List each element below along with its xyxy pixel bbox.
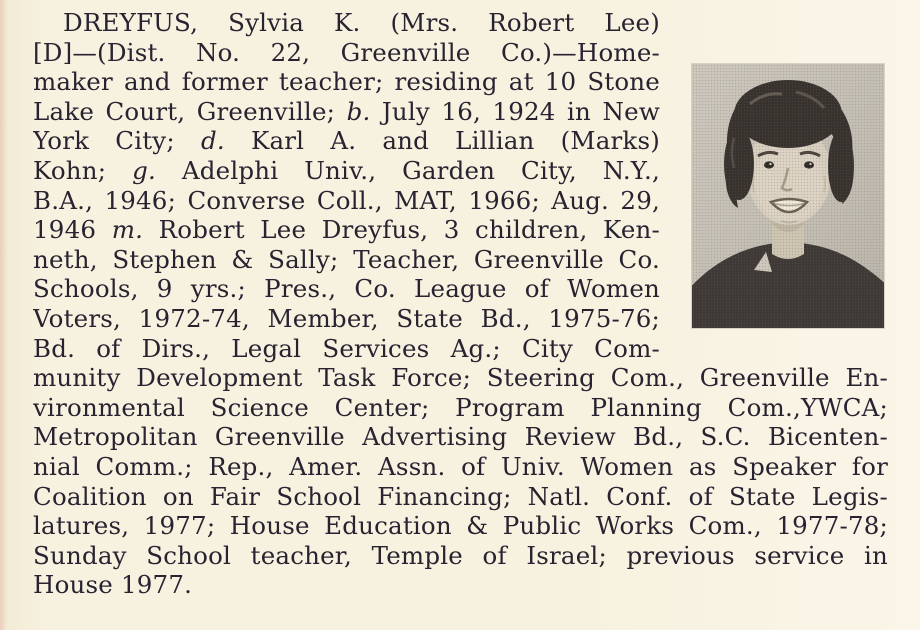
bio-text-line bbox=[33, 8, 660, 38]
bio-text-line bbox=[33, 304, 660, 334]
bio-text-line bbox=[33, 334, 660, 364]
bio-text-line bbox=[33, 541, 888, 571]
bio-text: York City; bbox=[33, 126, 201, 156]
bio-text-line bbox=[33, 97, 660, 127]
bio-text: maker and former teacher; residing at 10 Stone bbox=[33, 67, 660, 97]
bio-text: B.A., 1946; Converse Coll., MAT, 1966; Aug. 29, bbox=[33, 185, 660, 215]
bio-text: Voters, 1972-74, Member, State Bd., 1975-76; bbox=[33, 303, 660, 333]
bio-text: DREYFUS, Sylvia K. (Mrs. Robert Lee) bbox=[63, 8, 660, 37]
bio-text: nial Comm.; Rep., Amer. Assn. of Univ. Women as Speaker for bbox=[33, 451, 888, 481]
bio-text: Karl A. and Lillian (Marks) bbox=[224, 126, 660, 156]
bio-text: July 16, 1924 in New bbox=[370, 96, 660, 126]
bio-entry bbox=[33, 8, 888, 600]
bio-text: vironmental Science Center; Program Planning Com.,YWCA; bbox=[33, 392, 888, 422]
bio-text: latures, 1977; House Education & Public Works Com., 1977-78; bbox=[33, 511, 888, 541]
bio-italic-abbrev: b. bbox=[346, 96, 371, 126]
bio-italic-abbrev: g. bbox=[132, 155, 156, 185]
bio-text-line bbox=[33, 67, 660, 97]
bio-text: Lake Court, Greenville; bbox=[33, 96, 347, 126]
bio-text-line bbox=[33, 156, 660, 186]
bio-text: [D]—(Dist. No. 22, Greenville Co.)—Home- bbox=[33, 37, 660, 67]
bio-text: Coalition on Fair School Financing; Natl. Conf. of State Legis- bbox=[33, 481, 888, 511]
bio-text: Adelphi Univ., Garden City, N.Y., bbox=[156, 155, 660, 185]
bio-text-line bbox=[33, 363, 888, 393]
bio-text-line bbox=[33, 422, 888, 452]
bio-text-line bbox=[33, 186, 660, 216]
bio-text-line bbox=[33, 570, 888, 600]
bio-text-line bbox=[33, 393, 888, 423]
bio-text: Sunday School teacher, Temple of Israel; previous service in bbox=[33, 540, 888, 570]
bio-text: munity Development Task Force; Steering Com., Greenville En- bbox=[33, 363, 888, 393]
bio-text: Bd. of Dirs., Legal Services Ag.; City Com- bbox=[33, 333, 660, 363]
bio-text-line bbox=[33, 245, 660, 275]
bio-text-line bbox=[33, 511, 888, 541]
bio-text: Metropolitan Greenville Advertising Review Bd., S.C. Bicenten- bbox=[33, 422, 888, 452]
bio-text: Schools, 9 yrs.; Pres., Co. League of Women bbox=[33, 274, 660, 304]
bio-text-line bbox=[33, 215, 660, 245]
bio-italic-abbrev: d. bbox=[200, 126, 225, 156]
bio-text: 1946 bbox=[33, 215, 112, 245]
bio-text: neth, Stephen & Sally; Teacher, Greenville Co. bbox=[33, 244, 660, 274]
bio-italic-abbrev: m. bbox=[111, 215, 144, 245]
bio-text-line bbox=[33, 274, 660, 304]
bio-text-line bbox=[33, 126, 660, 156]
bio-text: Robert Lee Dreyfus, 3 children, Ken- bbox=[143, 215, 660, 245]
bio-text: Kohn; bbox=[33, 155, 133, 185]
bio-text-line bbox=[33, 482, 888, 512]
bio-text-line bbox=[33, 452, 888, 482]
bio-text-line bbox=[33, 38, 660, 68]
scan-edge-tint bbox=[0, 0, 7, 630]
bio-text: House 1977. bbox=[33, 570, 193, 600]
